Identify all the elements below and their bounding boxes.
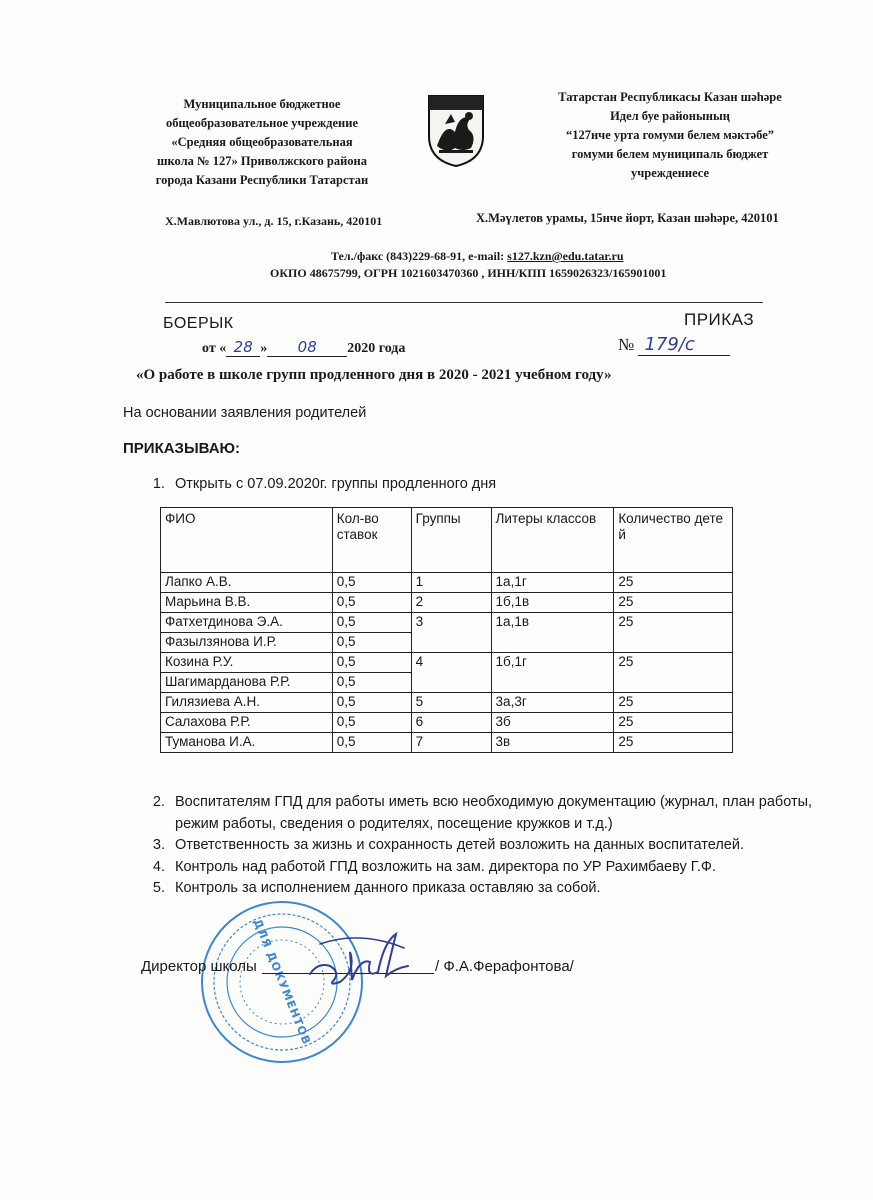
cell-group: 5 xyxy=(411,693,491,713)
header-left-line: школа № 127» Приволжского района xyxy=(156,154,368,168)
cell-rate: 0,5 xyxy=(332,733,411,753)
table-row xyxy=(161,653,733,673)
cell-group: 4 xyxy=(411,653,491,693)
cell-classes: 3б xyxy=(491,713,614,733)
column-header: Кол-во ставок xyxy=(332,508,411,573)
cell-classes: 1а,1в xyxy=(491,613,614,653)
cell-children: 25 xyxy=(614,693,733,713)
cell-classes: 1б,1в xyxy=(491,593,614,613)
cell-rate: 0,5 xyxy=(332,593,411,613)
cell-rate: 0,5 xyxy=(332,613,411,633)
order-title: «О работе в школе групп продленного дня в 2020 - 2021 учебном году» xyxy=(136,367,612,383)
header-left-line: города Казани Республики Татарстан xyxy=(155,173,369,187)
cell-name: Фазылзянова И.Р. xyxy=(161,633,333,653)
cell-children: 25 xyxy=(614,653,733,693)
order-item: 5. Контроль за исполнением данного приказа оставляю за собой. xyxy=(169,878,829,900)
cell-rate: 0,5 xyxy=(332,573,411,593)
order-number xyxy=(618,334,730,356)
cell-classes: 3в xyxy=(491,733,614,753)
date-month-handwritten: 08 xyxy=(267,338,347,357)
cell-name: Лапко А.В. xyxy=(161,573,333,593)
header-right-line: “127нче урта гомуми белем мәктәбе” xyxy=(565,128,775,142)
number-prefix: № xyxy=(618,335,635,354)
cell-classes: 1б,1г xyxy=(491,653,614,693)
header-right-line: Татарстан Республикасы Казан шәһәре xyxy=(558,90,782,104)
registry-line: ОКПО 48675799, ОГРН 1021603470360 , ИНН/КПП 1659026323/165901001 xyxy=(270,266,667,280)
cell-rate: 0,5 xyxy=(332,713,411,733)
column-header: Группы xyxy=(411,508,491,573)
column-header: Литеры классов xyxy=(491,508,614,573)
order-item: 3. Ответственность за жизнь и сохранность детей возложить на данных воспитателей. xyxy=(169,835,829,857)
order-command: ПРИКАЗЫВАЮ: xyxy=(123,440,241,457)
cell-rate: 0,5 xyxy=(332,653,411,673)
cell-name: Туманова И.А. xyxy=(161,733,333,753)
date-prefix: от « xyxy=(202,341,227,356)
order-items-list xyxy=(145,792,829,900)
cell-rate: 0,5 xyxy=(332,673,411,693)
cell-name: Козина Р.У. xyxy=(161,653,333,673)
groups-table xyxy=(160,507,733,753)
cell-group: 6 xyxy=(411,713,491,733)
email-link[interactable]: s127.kzn@edu.tatar.ru xyxy=(507,249,624,263)
order-item-1-list xyxy=(145,474,769,496)
date-suffix: 2020 года xyxy=(347,341,406,356)
cell-classes: 3а,3г xyxy=(491,693,614,713)
cell-name: Марьина В.В. xyxy=(161,593,333,613)
cell-group: 1 xyxy=(411,573,491,593)
cell-group: 2 xyxy=(411,593,491,613)
cell-children: 25 xyxy=(614,733,733,753)
order-item-1: 1. Открыть с 07.09.2020г. группы продленного дня xyxy=(169,474,769,496)
table-row xyxy=(161,733,733,753)
header-left-line: Муниципальное бюджетное xyxy=(183,97,341,111)
header-left-line: «Средняя общеобразовательная xyxy=(171,135,353,149)
table-row xyxy=(161,693,733,713)
header-right-line: Идел буе районының xyxy=(610,109,730,123)
table-row xyxy=(161,573,733,593)
header-right-line: гомуми белем муниципаль бюджет xyxy=(571,147,769,161)
header-divider xyxy=(165,302,763,303)
order-item: 2. Воспитателям ГПД для работы иметь всю необходимую документацию (журнал, план работы, режим работы, сведения о родителях, посещение кружков и т.д.) xyxy=(169,792,829,835)
header-left-line: общеобразовательное учреждение xyxy=(166,116,358,130)
cell-children: 25 xyxy=(614,593,733,613)
date-day-handwritten: 28 xyxy=(226,338,260,357)
cell-name: Фатхетдинова Э.А. xyxy=(161,613,333,633)
contacts-line xyxy=(331,249,624,264)
table-header-row xyxy=(161,508,733,573)
address-left: Х.Мавлютова ул., д. 15, г.Казань, 420101 xyxy=(165,214,383,228)
order-label-russian: ПРИКАЗ xyxy=(684,310,755,329)
order-date xyxy=(202,338,405,358)
cell-name: Салахова Р.Р. xyxy=(161,713,333,733)
handwritten-signature xyxy=(300,922,420,992)
column-header: ФИО xyxy=(161,508,333,573)
cell-classes: 1а,1г xyxy=(491,573,614,593)
cell-name: Шагимарданова Р.Р. xyxy=(161,673,333,693)
header-right-block xyxy=(505,88,835,183)
address-right: Х.Мәүлетов урамы, 15нче йорт, Казан шәһәре, 420101 xyxy=(476,211,779,225)
order-label-tatar: БОЕРЫК xyxy=(163,315,234,332)
header-right-line: учреждениесе xyxy=(630,166,710,180)
cell-rate: 0,5 xyxy=(332,693,411,713)
cell-name: Гилязиева А.Н. xyxy=(161,693,333,713)
number-handwritten: 179/с xyxy=(638,334,730,356)
cell-children: 25 xyxy=(614,613,733,653)
stamp-center-text: ДЛЯ ДОКУМЕНТОВ xyxy=(250,917,314,1047)
date-mid: » xyxy=(260,341,268,356)
column-header: Количество детей xyxy=(614,508,733,573)
cell-rate: 0,5 xyxy=(332,633,411,653)
cell-children: 25 xyxy=(614,573,733,593)
table-row xyxy=(161,593,733,613)
header-left-block xyxy=(112,95,412,190)
signature-position: Директор школы xyxy=(141,958,257,975)
cell-group: 3 xyxy=(411,613,491,653)
table-row xyxy=(161,613,733,633)
cell-children: 25 xyxy=(614,713,733,733)
order-basis: На основании заявления родителей xyxy=(123,405,367,421)
order-item: 4. Контроль над работой ГПД возложить на зам. директора по УР Рахимбаеву Г.Ф. xyxy=(169,857,829,879)
cell-group: 7 xyxy=(411,733,491,753)
coat-of-arms-logo xyxy=(425,92,487,168)
contacts-prefix: Тел./факс (843)229-68-91, e-mail: xyxy=(331,249,508,263)
table-row xyxy=(161,713,733,733)
signature-name: / Ф.А.Ферафонтова/ xyxy=(435,958,574,975)
